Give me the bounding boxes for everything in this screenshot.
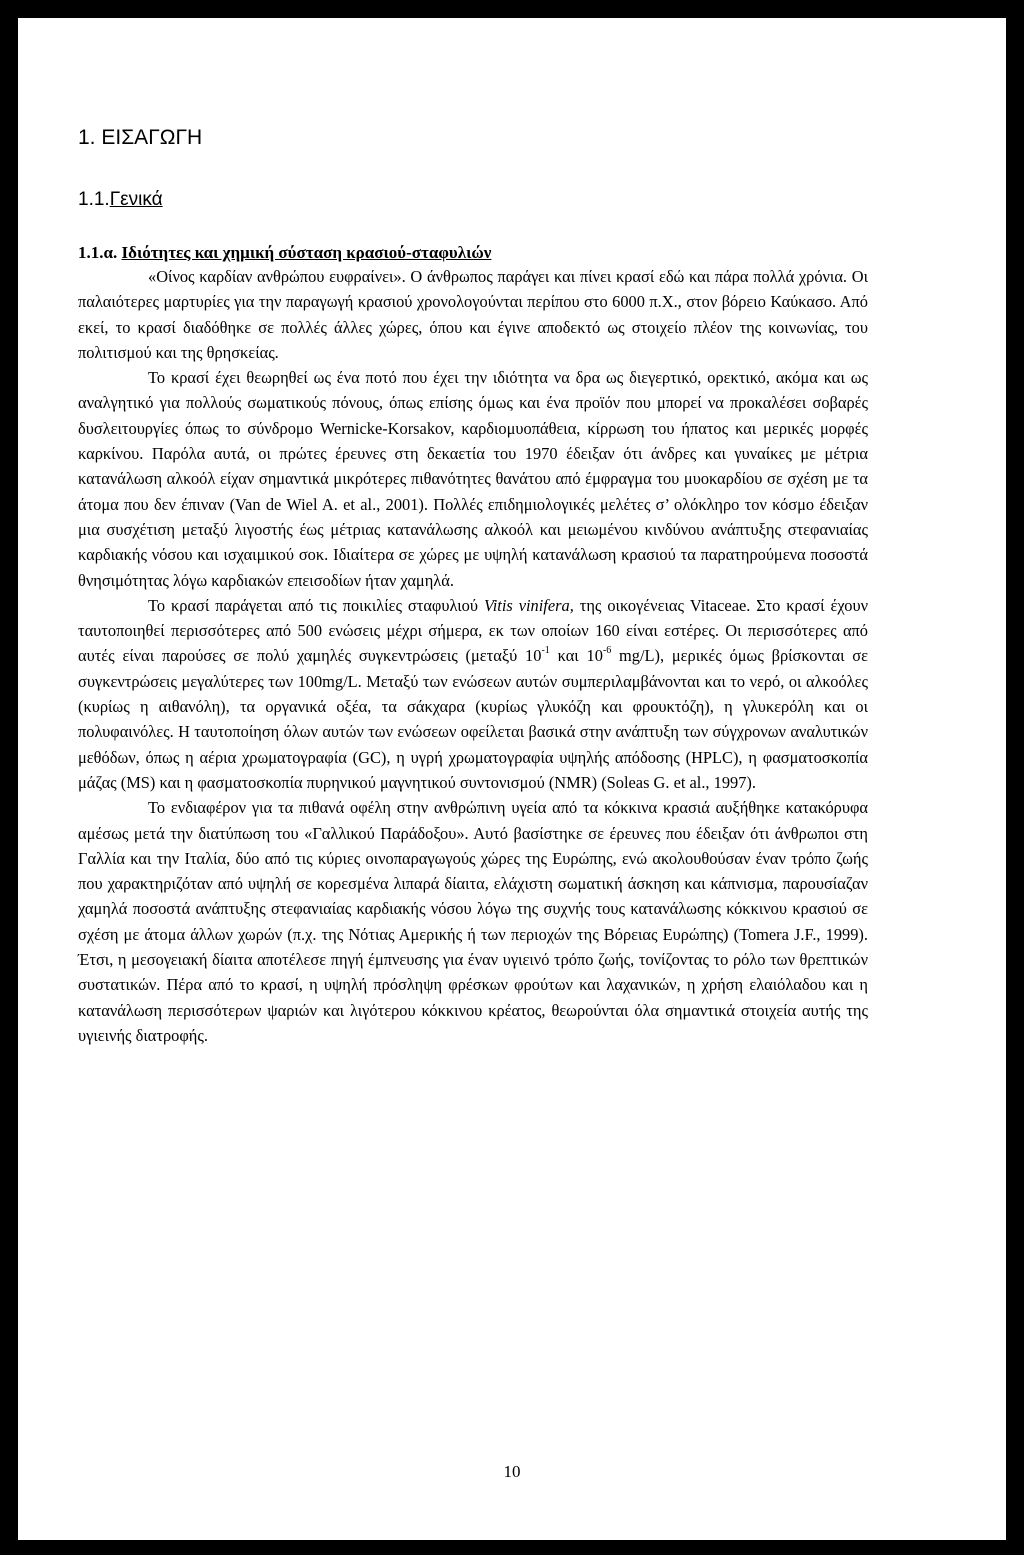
subsection-title: Γενικά — [109, 189, 163, 210]
species-name: Vitis vinifera, — [483, 595, 574, 615]
subsection-heading — [78, 189, 163, 211]
paragraph-4: Το ενδιαφέρον για τα πιθανά οφέλη στην ανθρώπινη υγεία από τα κόκκινα κρασιά αυξήθηκε κατακόρυφα αμέσως μετά την διατύπωση του «Γαλλικού Παράδοξου». Αυτό βασίστηκε σε έρευνες που έδειξαν ότι άνθρωποι στη Γαλλία και την Ιταλία, δύο από τις κύριες οινοπαραγωγούς χώρες της Ευρώπης, ενώ ακολουθούσαν έναν τρόπο ζωής που χαρακτηριζόταν από υψηλή σε κορεσμένα λιπαρά δίαιτα, ελάχιστη σωματική άσκηση και κάπνισμα, παρουσίαζαν χαμηλά ποσοστά ανάπτυξης στεφανιαίας καρδιακής νόσου λόγω της συχνής τους κατανάλωσης κόκκινου κρασιού σε σχέση με άτομα άλλων χωρών (π.χ. της Νότιας Αμερικής ή των περιοχών της Βόρειας Ευρώπης) (Tomera J.F., 1999). Έτσι, η μεσογειακή δίαιτα αποτέλεσε πηγή έμπνευσης για έναν υγιεινό τρόπο ζωής, τονίζοντας το ρόλο των θρεπτικών συστατικών. Πέρα από το κρασί, η υψηλή πρόσληψη φρέσκων φρούτων και λαχανικών, η χρήση ελαιόλαδου και η κατανάλωση περισσότερων ψαριών και λιγότερου κόκκινου κρέατος, θεωρούνται όλα σημαντικά στοιχεία αυτής της υγιεινής διατροφής. — [78, 798, 868, 1045]
subsection-number: 1.1. — [78, 189, 110, 210]
subsubsection-title: Ιδιότητες και χημική σύσταση κρασιού-σταφυλιών — [121, 243, 492, 262]
exponent: -6 — [602, 644, 612, 656]
section-title: ΕΙΣΑΓΩΓΗ — [101, 126, 203, 149]
subsubsection-number: 1.1.α. — [78, 243, 118, 262]
section-heading — [78, 126, 202, 150]
exponent: -1 — [541, 644, 550, 656]
paragraph-3-part: και 10 — [549, 646, 603, 666]
paragraph-2: Το κρασί έχει θεωρηθεί ως ένα ποτό που έχει την ιδιότητα να δρα ως διεγερτικό, ορεκτικό, ακόμα και ως αναλγητικό για πολλούς σωματικούς πόνους, όπως επίσης όμως και ένα προϊόν που μπορεί να προκαλέσει σοβαρές δυσλειτουργίες όπως το σύνδρομο Wernicke-Korsakov, καρδιομυοπάθεια, κίρρωση του ήπατος και μερικές μορφές καρκίνου. Παρόλα αυτά, οι πρώτες έρευνες στη δεκαετία του 1970 έδειξαν ότι άνδρες και γυναίκες με μέτρια κατανάλωση αλκοόλ είχαν σημαντικά μικρότερες πιθανότητες θανάτου από έμφραγμα του μυοκαρδίου σε σχέση με τα άτομα που δεν έπιναν (Van de Wiel A. et al., 2001). Πολλές επιδημιολογικές μελέτες σ’ ολόκληρο τον κόσμο έδειξαν μια συσχέτιση μεταξύ λιγοστής έως μέτριας κατανάλωσης αλκοόλ και μειωμένου κινδύνου ανάπτυξης στεφανιαίας καρδιακής νόσου και ισχαιμικού σοκ. Ιδιαίτερα σε χώρες με υψηλή κατανάλωση κρασιού τα παρατηρούμενα ποσοστά θνησιμότητας λόγω καρδιακών επεισοδίων ήταν χαμηλά. — [78, 368, 868, 590]
paragraph-3-part: Το κρασί παράγεται από τις ποικιλίες σταφυλιού — [148, 595, 484, 615]
paragraph-3 — [78, 593, 868, 795]
body-text — [78, 264, 868, 1048]
paragraph-3-part: της οικογένειας Vitaceae. Στο κρασί έχουν ταυτοποιηθεί περισσότερες από 500 ενώσεις μέχρι σήμερα, εκ των οποίων 160 είναι εστέρες. Οι περισσότερες από αυτές είναι παρούσες σε πολύ χαμηλές συγκεντρώσεις (μεταξύ 10 — [78, 595, 869, 666]
paragraph-3-part: mg/L), μερικές όμως βρίσκονται σε συγκεντρώσεις μεγαλύτερες των 100mg/L. Μεταξύ των ενώσεων αυτών συμπεριλαμβάνονται και το νερό, οι αλκοόλες (κυρίως η αιθανόλη), τα οργανικά οξέα, τα σάκχαρα (κυρίως γλυκόζη και φρουκτόζη), η γλυκερόλη και οι πολυφαινόλες. Η ταυτοποίηση όλων αυτών των ενώσεων οφείλεται βασικά στην ανάπτυξη των σύγχρονων αναλυτικών μεθόδων, όπως η αέρια χρωματογραφία (GC), η υγρή χρωματογραφία υψηλής απόδοσης (HPLC), η φασματοσκοπία μάζας (MS) και η φασματοσκοπία πυρηνικού μαγνητικού συντονισμού (NMR) (Soleas G. et al., 1997). — [78, 646, 868, 792]
page-number: 10 — [503, 1462, 521, 1481]
subsubsection-heading — [78, 243, 491, 263]
section-number: 1. — [78, 126, 96, 149]
paragraph-1: «Οίνος καρδίαν ανθρώπου ευφραίνει». Ο άνθρωπος παράγει και πίνει κρασί εδώ και πάρα πολλά χρόνια. Οι παλαιότερες μαρτυρίες για την παραγωγή κρασιού χρονολογούνται περίπου στο 6000 π.Χ., στον βόρειο Καύκασο. Από εκεί, το κρασί διαδόθηκε σε πολλές άλλες χώρες, όπου και έγινε αποδεκτό ως στοιχείο πλέον της κοινωνίας, του πολιτισμού και της θρησκείας. — [78, 267, 868, 362]
